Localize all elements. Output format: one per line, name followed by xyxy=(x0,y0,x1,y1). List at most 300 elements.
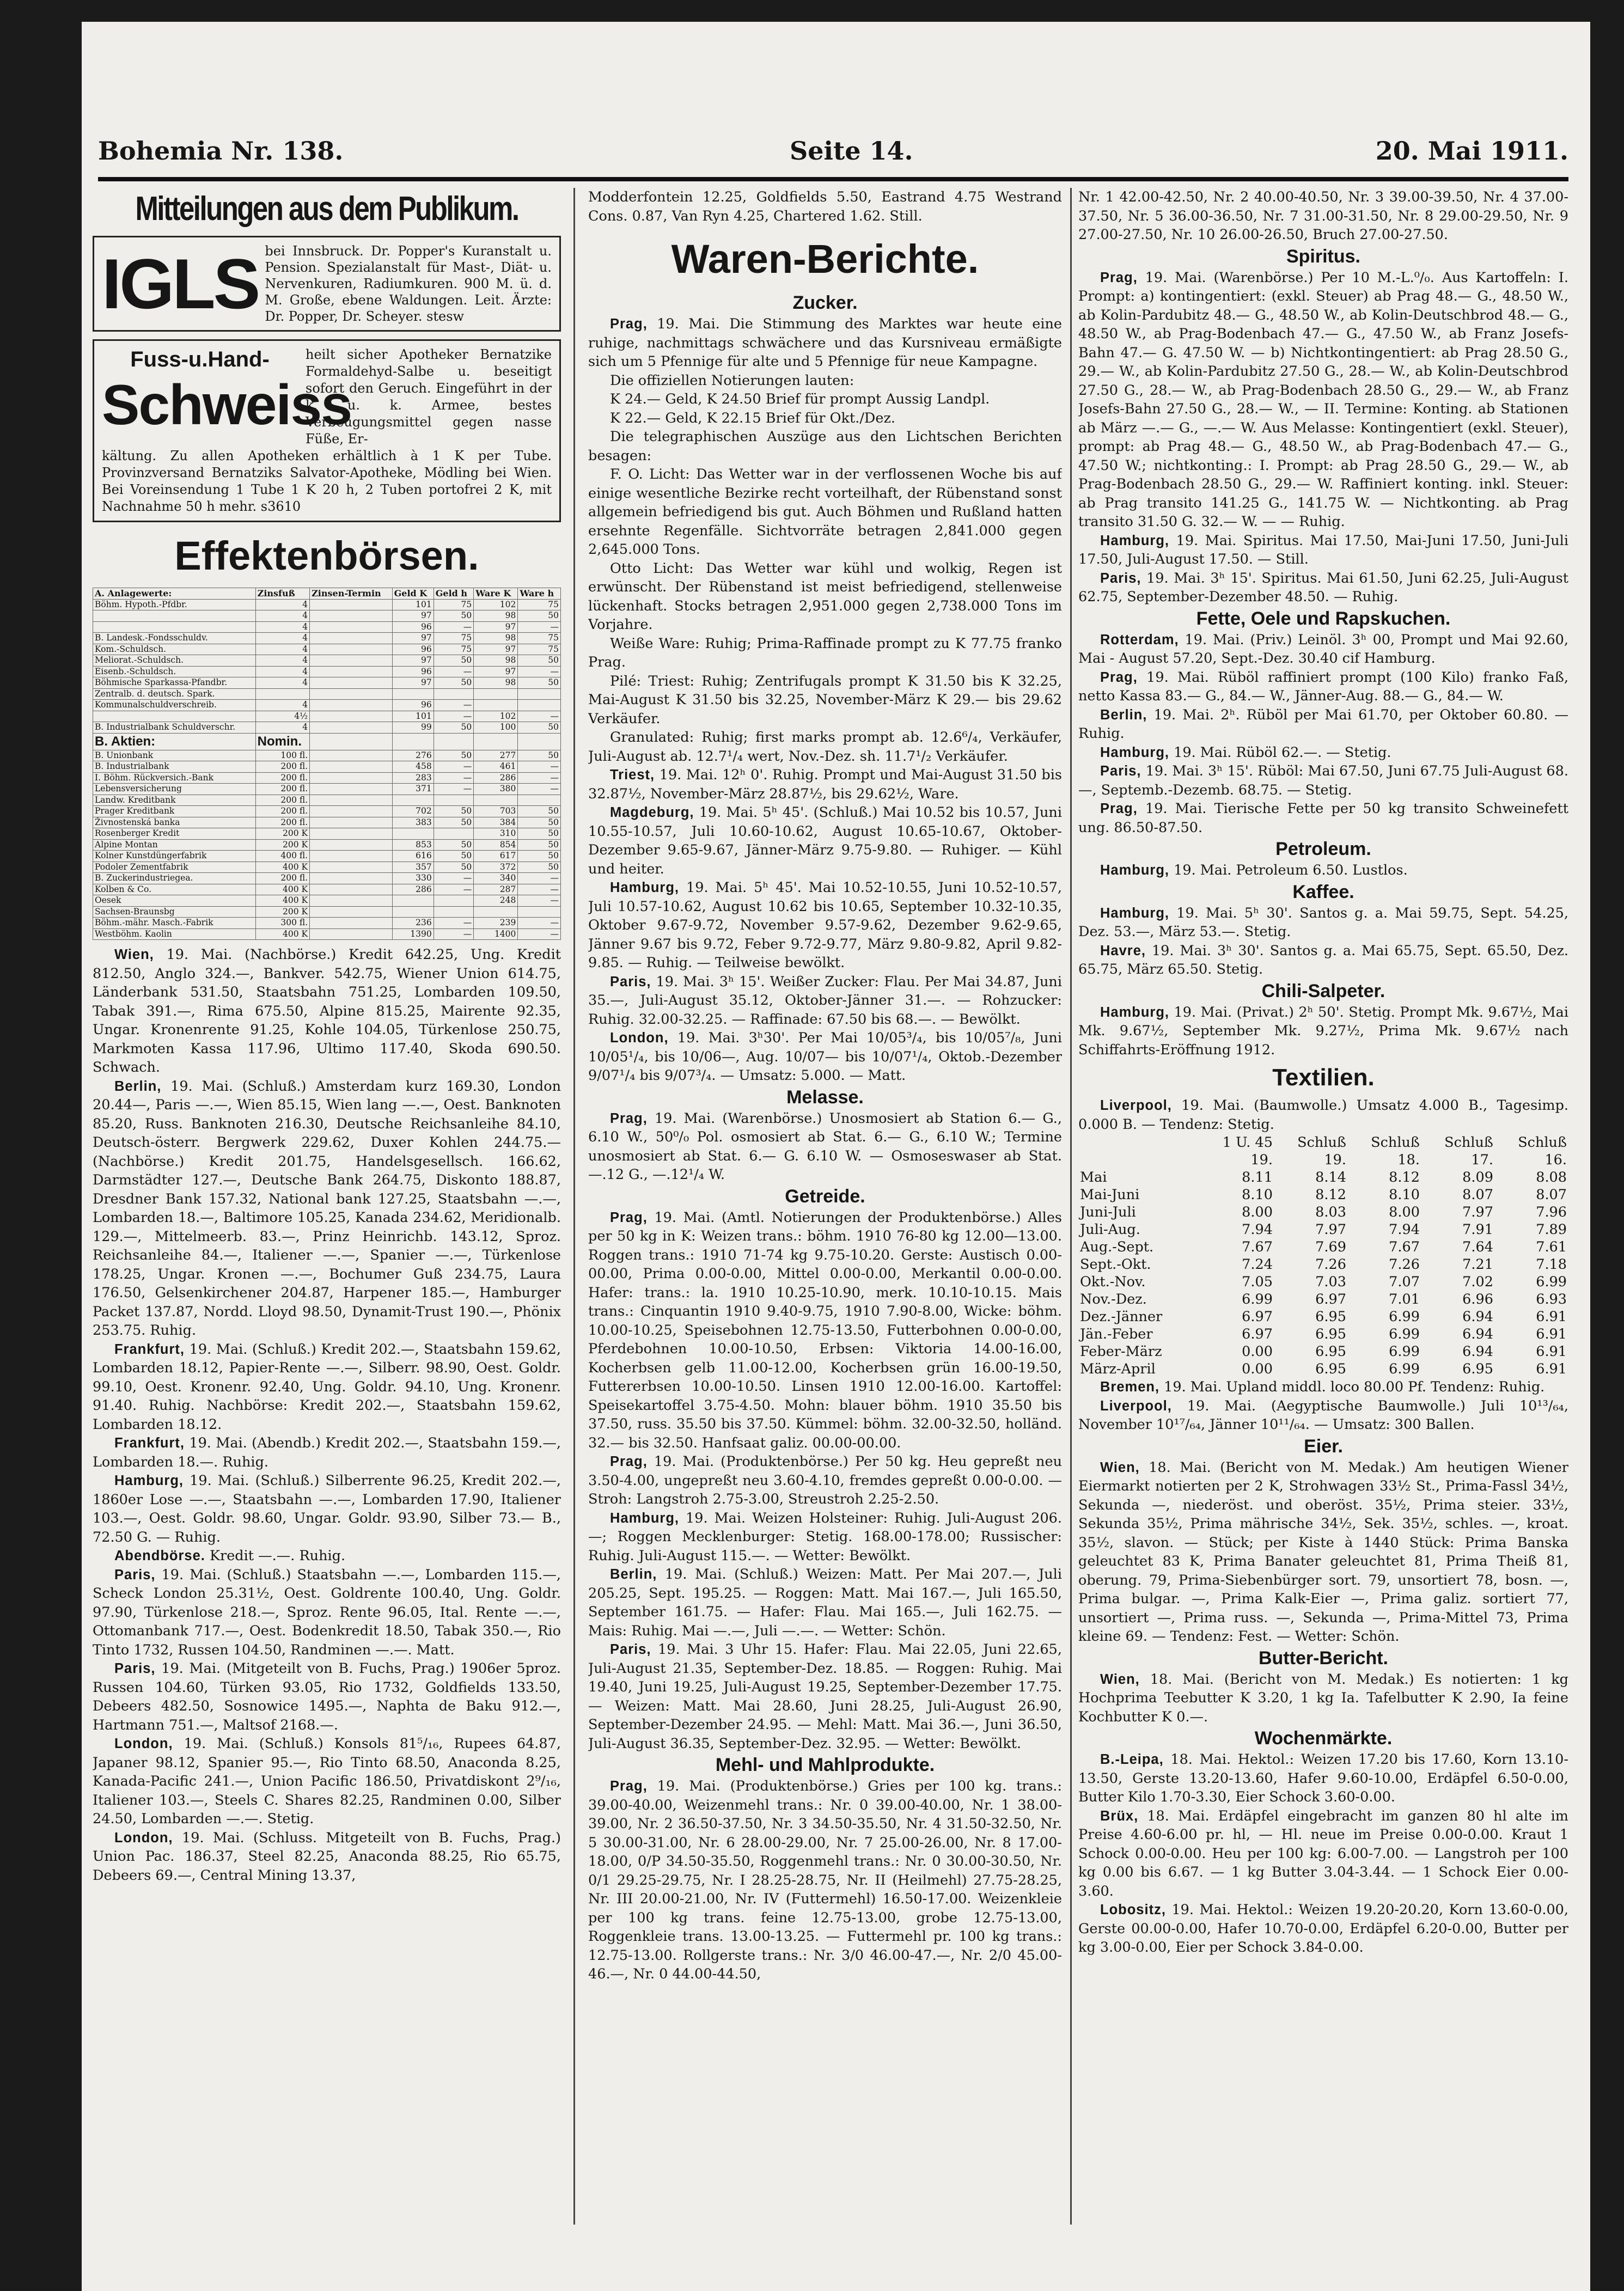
table-cell xyxy=(310,784,393,795)
report-text: 19. Mai. Die Stimmung des Marktes war heute eine ruhige, nachmittags schwächere und das Kursniveau ermäßigte sich um 5 Pfennige für alte und 5 Pfennige für neue Kampagne. xyxy=(588,316,1062,370)
table-cell: 7.61 xyxy=(1536,1239,1567,1255)
table-cell: — xyxy=(434,711,474,722)
table-cell: 6.97 xyxy=(1242,1326,1273,1342)
table-cell: 97 xyxy=(474,621,518,633)
effekten-header-row xyxy=(93,588,561,600)
table-cell: 371 xyxy=(392,784,434,795)
report-place: Prag, xyxy=(1100,801,1138,816)
ad-schweiss-top: Fuss-u.Hand- xyxy=(130,347,270,371)
table-cell: — xyxy=(434,700,474,711)
report-paragraph xyxy=(1078,1003,1568,1060)
table-cell: 283 xyxy=(392,772,434,784)
table-cell: 7.24 xyxy=(1242,1256,1273,1273)
table-cell: 200 fl. xyxy=(255,795,309,806)
table-cell xyxy=(93,610,256,622)
table-cell: 6.95 xyxy=(1315,1326,1346,1342)
table-cell: 702 xyxy=(392,806,434,817)
table-cell xyxy=(434,795,474,806)
report-paragraph xyxy=(1078,942,1568,979)
report-place: Triest, xyxy=(610,767,655,783)
table-cell: — xyxy=(518,761,561,773)
table-cell xyxy=(392,906,434,918)
section-title-mitteilungen: Mitteilungen aus dem Publikum. xyxy=(135,190,518,228)
table-cell: — xyxy=(518,784,561,795)
table-cell: 7.26 xyxy=(1315,1256,1346,1273)
report-paragraph xyxy=(1078,268,1568,531)
table-row xyxy=(1078,1203,1568,1221)
ad-schweiss-bottom: kältung. Zu allen Apotheken erhältlich à 1 K per Tube. Provinzversand Bernatziks Salvator-Apotheke, Mödling bei Wien. Bei Voreinsendung 1 Tube 1 K 20 h, 2 Tuben portofrei 2 K, mit Nachnahme 50 h mehr. s3610 xyxy=(102,448,552,514)
table-cell: 8.03 xyxy=(1315,1204,1346,1220)
report-paragraph xyxy=(93,1659,561,1734)
table-cell: 7.64 xyxy=(1462,1239,1493,1255)
report-text: 19. Mai. (Aegyptische Baumwolle.) Juli 10¹³/₆₄, November 10¹⁷/₆₄, Jänner 10¹¹/₆₄. — Umsatz: 300 Ballen. xyxy=(1078,1397,1568,1433)
report-paragraph xyxy=(588,1565,1062,1640)
table-cell xyxy=(310,928,393,940)
report-place: Paris, xyxy=(1100,763,1141,779)
zucker-reports xyxy=(588,315,1062,1085)
heading-mehl: Mehl- und Mahlprodukte. xyxy=(715,1755,935,1775)
report-place: Hamburg, xyxy=(114,1473,184,1488)
report-paragraph xyxy=(1078,904,1568,942)
table-cell: 8.07 xyxy=(1462,1187,1493,1203)
table-row xyxy=(93,873,561,884)
kaffee-reports xyxy=(1078,904,1568,979)
table-cell: B. Landesk.-Fondsschuldv. xyxy=(93,633,256,644)
table-row xyxy=(93,806,561,817)
table-cell: 8.00 xyxy=(1389,1204,1420,1220)
ad-igls-title: IGLS xyxy=(102,244,259,323)
table-cell: 98 xyxy=(474,677,518,689)
heading-spiritus: Spiritus. xyxy=(1286,246,1361,267)
table-row xyxy=(93,700,561,711)
baumwolle-header-row xyxy=(1078,1134,1568,1151)
header-left: Bohemia Nr. 138. xyxy=(98,136,344,166)
table-cell: Mai-Juni xyxy=(1080,1187,1140,1203)
table-row xyxy=(93,884,561,895)
report-paragraph xyxy=(1078,762,1568,799)
report-text: 19. Mai. 3 Uhr 15. Hafer: Flau. Mai 22.05, Juni 22.65, Juli-August 21.35, September-Dez. 18.85. — Roggen: Ruhig. Mai 19.40, Juni 19.25, Juli-August 19.25, September-Dezember 17.75. — Weizen: Matt. Mai 28.60, Juni 28.25, Juli-August 26.90, September-Dezember 24.95. — Mehl: Matt. Mai 36.—, Juni 36.50, Juli-August 36.35, September-Dez. 32.95. — Wetter: Bewölkt. xyxy=(588,1641,1062,1752)
baumwolle-table xyxy=(1078,1134,1568,1378)
table-cell: 0.00 xyxy=(1242,1361,1273,1377)
report-text: 19. Mai. (Privat.) 2ʰ 50'. Stetig. Prompt Mk. 9.67½, Mai Mk. 9.67½, September Mk. 9.27½, Prima Mk. 9.67½ nach Schiffahrts-Eröffnung 1912. xyxy=(1078,1004,1568,1058)
textil-intro xyxy=(1078,1096,1568,1134)
report-text: 19. Mai. (Warenbörse.) Unosmosiert ab Station 6.— G., 6.10 W., 50⁰/₀ Pol. osmosiert ab Stat. 6.— G., 6.10 W.; Termine unosmosiert ab Stat. 6.— G. 6.10 W. — Osmoseswaser ab Stat. —.12 G., —.12¹/₄ W. xyxy=(588,1110,1062,1183)
table-cell xyxy=(310,700,393,711)
heading-melasse: Melasse. xyxy=(786,1086,864,1108)
table-cell: 310 xyxy=(474,828,518,840)
table-row xyxy=(93,828,561,840)
table-cell: 458 xyxy=(392,761,434,773)
report-place: Hamburg, xyxy=(610,1510,680,1526)
ad-schweiss-right: heilt sicher Apotheker Bernatzike Formaldehyd-Salbe u. beseitigt sofort den Geruch. Eingeführt in der k. u. k. Armee, bestes Verbeugungsmittel gegen nasse Füße, Er- xyxy=(306,347,552,447)
table-cell: Westböhm. Kaolin xyxy=(93,928,256,940)
table-cell xyxy=(310,862,393,873)
report-paragraph xyxy=(93,1434,561,1471)
report-place: Hamburg, xyxy=(610,880,680,895)
table-cell xyxy=(310,761,393,773)
table-row xyxy=(1078,1186,1568,1203)
section-title-effekten: Effektenbörsen. xyxy=(174,533,479,578)
report-text: 19. Mai. Upland middl. loco 80.00 Pf. Tendenz: Ruhig. xyxy=(1159,1379,1545,1395)
table-cell: 200 K xyxy=(255,839,309,851)
table-cell: Nov.-Dez. xyxy=(1080,1291,1147,1308)
table-row xyxy=(93,928,561,940)
table-cell: 8.07 xyxy=(1536,1187,1567,1203)
table-cell: 617 xyxy=(474,851,518,862)
table-cell: Kolben & Co. xyxy=(93,884,256,895)
report-place: Rotterdam, xyxy=(1100,632,1179,647)
report-text: 19. Mai. 2ʰ. Rüböl per Mai 61.70, per Oktober 60.80. — Ruhig. xyxy=(1078,706,1568,742)
table-cell: 96 xyxy=(392,644,434,655)
table-cell: 4 xyxy=(255,610,309,622)
table-cell xyxy=(93,621,256,633)
report-text: 19. Mai. (Amtl. Notierungen der Produktenbörse.) Alles per 50 kg in K: Weizen trans.: böhm. 1910 76-80 kg 12.00—13.00. Roggen trans.: 1910 71-74 kg 9.75-10.20. Gerste: Austisch 0.00-00.00, Prima 0.00-0.00, Mittel 0.00-0.00, Merkantil 0.00-0.00. Hafer: trans.: la. 1910 10.25-10.90, merk. 10.10-10.15. Mais trans.: Cinquantin 1910 9.40-9.75, 1910 7.90-8.00, Wicke: böhm. 10.00-10.25, Speisebohnen 12.75-13.50, Futterbohnen 0.00-0.00, Pferdebohnen 10.00-10.50, Erbsen: Viktoria 14.00-16.00, Kocherbsen gelb 11.00-12.00, Kocherbsen grün 16.00-19.50, Futtererbsen 10.00-10.50. Linsen 1910 12.00-16.00. Kartoffel: Speisekartoffel 3.75-4.50. Mohn: blauer böhm. 1910 35.50 bis 37.50, russ. 35.50 bis 37.50. Kümmel: böhm. 32.00-32.50, holländ. 32.— bis 32.50. Hanfsaat galiz. 00.00-00.00. xyxy=(588,1209,1062,1451)
report-place: Brüx, xyxy=(1100,1808,1139,1824)
table-cell: 6.95 xyxy=(1315,1343,1346,1360)
table-cell: 16. xyxy=(1544,1152,1567,1168)
report-paragraph xyxy=(588,1109,1062,1184)
table-cell: 853 xyxy=(392,839,434,851)
table-row xyxy=(93,851,561,862)
table-cell: Schluß xyxy=(1297,1134,1346,1151)
table-cell: Zinsen-Termin xyxy=(310,588,393,600)
table-cell: — xyxy=(434,784,474,795)
table-cell: 384 xyxy=(474,817,518,828)
report-paragraph xyxy=(1078,1378,1568,1397)
table-cell: Eisenb.-Schuldsch. xyxy=(93,666,256,677)
table-cell: 6.94 xyxy=(1462,1309,1493,1325)
report-place: Hamburg, xyxy=(1100,905,1170,921)
report-text: 18. Mai. Hektol.: Weizen 17.20 bis 17.60, Korn 13.10-13.50, Gerste 13.20-13.60, Hafer 9.60-10.00, Erdäpfel 6.50-0.00, Butter Kilo 1.70-3.30, Eier Schock 3.60-0.00. xyxy=(1078,1751,1568,1805)
report-text: 19. Mai. (Schluss. Mitgeteilt von B. Fuchs, Prag.) Union Pac. 186.37, Steel 82.25, Anaconda 88.25, Rio 65.75, Debeers 69.—, Central Mining 13.37, xyxy=(93,1829,561,1884)
report-text: 19. Mai. Hektol.: Weizen 19.20-20.20, Korn 13.60-0.00, Gerste 00.00-0.00, Hafer 10.70-0.00, Erdäpfel 6.20-0.00, Butter per kg 3.00-0.00, Eier per Schock 3.84-0.00. xyxy=(1078,1902,1568,1956)
table-cell: Kommunalschuldverschreib. xyxy=(93,700,256,711)
report-paragraph xyxy=(93,1566,561,1660)
table-cell xyxy=(1078,1134,1199,1151)
report-paragraph xyxy=(588,315,1062,371)
table-cell: Kom.-Schuldsch. xyxy=(93,644,256,655)
table-cell: 6.99 xyxy=(1242,1291,1273,1308)
report-text: 19. Mai. (Schluß.) Kredit 202.—, Staatsbahn 159.62, Lombarden 18.12, Papier-Rente —.—, Silberr. 98.90, Oest. Goldr. 99.10, Oest. Kronenr. 92.40, Ung. Goldr. 94.10, Ung. Kronenr. 91.40. Ruhig. Nachbörse: Kredit 202.—, Staatsbahn 159.62, Lombarden 18.12. xyxy=(93,1341,561,1433)
report-place: Paris, xyxy=(1100,570,1141,586)
table-cell: B. Industrialbank xyxy=(93,761,256,773)
table-cell xyxy=(310,666,393,677)
report-text: 19. Mai. (Nachbörse.) Kredit 642.25, Ung. Kredit 812.50, Anglo 324.—, Bankver. 542.75, Wiener Union 614.75, Länderbank 531.50, Staatsbahn 751.25, Lombarden 109.50, Tabak 391.—, Rima 675.50, Alpine 815.25, Mairente 92.35, Ungar. Kronenrente 91.25, Kohle 104.05, Türkenlose 250.75, Markmoten Kassa 117.96, Ultimo 117.40, Skoda 690.50. Schwach. xyxy=(93,946,561,1076)
table-cell xyxy=(310,621,393,633)
table-row xyxy=(93,655,561,667)
report-place: Lobositz, xyxy=(1100,1902,1166,1917)
report-place: Wien, xyxy=(1100,1671,1140,1687)
table-cell xyxy=(434,828,474,840)
table-cell: 330 xyxy=(392,873,434,884)
table-cell: Ware h xyxy=(518,588,561,600)
report-text: 19. Mai. Rüböl raffiniert prompt (100 Kilo) franko Faß, netto Kassa 83.— G., 84.— W., Jänner-Aug. 88.— G., 84.— W. xyxy=(1078,669,1568,704)
effekten-section-b xyxy=(93,733,561,750)
table-cell: 75 xyxy=(518,599,561,610)
report-place: Prag, xyxy=(610,1209,648,1225)
header-rule xyxy=(98,177,1568,181)
header-right: 20. Mai 1911. xyxy=(1375,136,1568,166)
table-cell xyxy=(310,610,393,622)
table-cell: 98 xyxy=(474,655,518,667)
report-paragraph xyxy=(588,634,1062,672)
report-text: 19. Mai. (Schluß.) Amsterdam kurz 169.30, London 20.44—, Paris —.—, Wien 85.15, Wien lang —.—, Oest. Banknoten 85.20, Russ. Banknoten 216.30, Deutsche Reichsanleihe 84.10, Deutsch-österr. Bergwerk 229.62, Duxer Kohlen 244.75.—(Nachbörse.) Kredit 201.75, Handelsgesellsch. 166.62, Darmstädter 127.—, Deutsche Bank 264.75, Diskonto 188.87, Dresdner Bank 157.32, National bank 127.25, Staatsbahn —.—, Lombarden 18.—, Baltimore 105.25, Kanada 234.62, Meridionalb. 129.—, Mittelmeerb. 83.—, Prinz Heinrichb. 143.12, Sproz. Reichsanleihe 84.—, Italiener —.—, Spanier —.—, Türkenlose 178.25, Ungar. Kronen —.—, Bochumer Guß 234.75, Laura 176.50, Gelsenkirchener 204.87, Harpener 185.—, Hamburger Packet 137.87, Nordd. Lloyd 98.50, Dynamit-Trust 190.—, Phönix 253.75. Ruhig. xyxy=(93,1078,561,1339)
table-cell: 1390 xyxy=(392,928,434,940)
table-cell: Oesek xyxy=(93,895,256,907)
table-cell: Aug.-Sept. xyxy=(1080,1239,1154,1255)
report-paragraph xyxy=(588,371,1062,390)
table-cell: 50 xyxy=(434,610,474,622)
table-cell: 50 xyxy=(518,722,561,734)
table-cell: 4½ xyxy=(255,711,309,722)
table-cell: 4 xyxy=(255,700,309,711)
table-cell: 6.97 xyxy=(1242,1309,1273,1325)
table-cell: — xyxy=(518,873,561,884)
table-cell: 7.01 xyxy=(1389,1291,1420,1308)
table-cell: 50 xyxy=(434,839,474,851)
table-cell: 50 xyxy=(518,817,561,828)
table-cell: 7.96 xyxy=(1536,1204,1567,1220)
table-row xyxy=(1078,1256,1568,1273)
table-cell: 7.05 xyxy=(1242,1274,1273,1290)
table-row xyxy=(1078,1308,1568,1325)
report-paragraph xyxy=(93,1077,561,1340)
table-row xyxy=(93,795,561,806)
table-cell xyxy=(518,700,561,711)
table-cell: 616 xyxy=(392,851,434,862)
table-cell xyxy=(474,906,518,918)
table-cell: 8.12 xyxy=(1389,1169,1420,1186)
table-cell: 50 xyxy=(434,655,474,667)
ad-igls-text: bei Innsbruck. Dr. Popper's Kuranstalt u. Pension. Spezialanstalt für Mast-, Diät- u. Nervenkuren, Radiumkuren. 900 M. ü. d. M. Große, ebene Waldungen. Leit. Ärzte: Dr. Popper, Dr. Scheyer. stesw xyxy=(265,243,552,324)
report-paragraph xyxy=(1078,668,1568,706)
heading-zucker: Zucker. xyxy=(792,292,858,313)
table-cell: Landw. Kreditbank xyxy=(93,795,256,806)
col3-intro: Nr. 1 42.00-42.50, Nr. 2 40.00-40.50, Nr. 3 39.00-39.50, Nr. 4 37.00-37.50, Nr. 5 36.00-36.50, Nr. 7 31.00-31.50, Nr. 8 29.00-29.50, Nr. 9 27.00-27.50, Nr. 10 26.00-26.50, Bruch 27.00-27.50. xyxy=(1078,189,1568,243)
table-cell: 286 xyxy=(474,772,518,784)
table-cell: 18. xyxy=(1397,1152,1420,1168)
heading-getreide: Getreide. xyxy=(785,1186,865,1207)
ad-schweiss xyxy=(93,339,561,522)
report-text: 19. Mai. Tierische Fette per 50 kg transito Schweinefett ung. 86.50-87.50. xyxy=(1078,801,1568,836)
table-cell: 6.99 xyxy=(1389,1326,1420,1342)
table-cell: 8.09 xyxy=(1462,1169,1493,1186)
table-cell: Mai xyxy=(1080,1169,1107,1186)
report-paragraph xyxy=(588,559,1062,634)
report-text: 19. Mai. 5ʰ 45'. Mai 10.52-10.55, Juni 10.52-10.57, Juli 10.57-10.62, August 10.62 bis 10.65, September 10.32-10.35, Oktober 9.67-9.72, November 9.57-9.62, Dezember 9.62-9.65, Jänner 9.67 bis 9.72, Feber 9.72-9.77, März 9.80-9.82, April 9.82-9.85. — Ruhig. — Teilweise bewölkt. xyxy=(588,879,1062,971)
report-paragraph xyxy=(588,878,1062,973)
table-cell: Meliorat.-Schuldsch. xyxy=(93,655,256,667)
table-cell: 383 xyxy=(392,817,434,828)
table-cell: 50 xyxy=(434,862,474,873)
table-row xyxy=(93,862,561,873)
table-row xyxy=(1078,1343,1568,1360)
report-paragraph xyxy=(588,1640,1062,1753)
effekten-b-title: B. Aktien: xyxy=(93,733,256,750)
ad-igls xyxy=(93,236,561,332)
table-cell: Zentralb. d. deutsch. Spark. xyxy=(93,688,256,700)
table-cell: 75 xyxy=(518,644,561,655)
table-cell: 98 xyxy=(474,633,518,644)
table-cell: 8.10 xyxy=(1242,1187,1273,1203)
table-cell: 7.89 xyxy=(1536,1221,1567,1238)
table-cell: Geld h xyxy=(434,588,474,600)
table-cell xyxy=(310,873,393,884)
textil-reports xyxy=(1078,1378,1568,1434)
heading-kaffee: Kaffee. xyxy=(1292,881,1354,902)
table-cell xyxy=(310,599,393,610)
report-place: Hamburg, xyxy=(1100,744,1170,760)
effekten-body-a xyxy=(93,599,561,733)
table-cell: — xyxy=(518,621,561,633)
table-row xyxy=(1078,1238,1568,1256)
table-cell: Böhm. Hypoth.-Pfdbr. xyxy=(93,599,256,610)
table-cell: 276 xyxy=(392,750,434,761)
table-row xyxy=(93,839,561,851)
table-cell: 6.97 xyxy=(1315,1291,1346,1308)
col2-intro: Modderfontein 12.25, Goldfields 5.50, Eastrand 4.75 Westrand Cons. 0.87, Van Ryn 4.25, Chartered 1.62. Still. xyxy=(588,189,1062,224)
table-cell: 50 xyxy=(518,610,561,622)
report-place: Bremen, xyxy=(1100,1379,1160,1395)
table-cell: 99 xyxy=(392,722,434,734)
table-cell: 357 xyxy=(392,862,434,873)
table-cell: 7.21 xyxy=(1462,1256,1493,1273)
chili-report xyxy=(1078,1003,1568,1060)
table-cell: 6.95 xyxy=(1315,1309,1346,1325)
table-cell: Prager Kreditbank xyxy=(93,806,256,817)
table-row xyxy=(93,784,561,795)
table-cell xyxy=(310,906,393,918)
table-cell: 7.07 xyxy=(1389,1274,1420,1290)
table-cell: Lebensversicherung xyxy=(93,784,256,795)
table-cell: 4 xyxy=(255,666,309,677)
table-cell: 6.94 xyxy=(1462,1326,1493,1342)
table-cell: 7.91 xyxy=(1462,1221,1493,1238)
report-text: 18. Mai. (Bericht von M. Medak.) Am heutigen Wiener Eiermarkt notierten per 2 K, Strohwagen 33½ St., Prima-Fassl 34½, Sekunda —, niederöst. und oberöst. 35½, Prima steier. 33½, Sekunda 35½, Prima mährische 34½, Sek. 35½, schles. —, kroat. 35½, slavon. — Stück; per Kiste à 1440 Stück: Prima Banska geleuchtet 83 K, Prima Banater geleuchtet 81, Prima Theiß 81, oberung. 79, Prima-Siebenbürger sort. 79, unsortiert 78, bosn. —, Prima bulgar. —, Prima Kalk-Eier —, Prima galiz. sortiert 77, unsortiert —, Prima russ. —, Sekunda —, Prima-Mittel 73, Prima kleine 69. — Tendenz: Fest. — Wetter: Schön. xyxy=(1078,1459,1568,1645)
table-cell: — xyxy=(434,621,474,633)
report-place: Hamburg, xyxy=(1100,863,1170,878)
report-place: Berlin, xyxy=(610,1567,657,1582)
table-cell: 6.96 xyxy=(1462,1291,1493,1308)
mehl-report xyxy=(588,1777,1062,1984)
table-cell: I. Böhm. Rückversich.-Bank xyxy=(93,772,256,784)
table-cell: 100 fl. xyxy=(255,750,309,761)
table-cell xyxy=(434,895,474,907)
table-cell: Schluß xyxy=(1444,1134,1493,1151)
table-cell: 300 fl. xyxy=(255,918,309,929)
melasse-report xyxy=(588,1109,1062,1184)
table-cell: 6.93 xyxy=(1536,1291,1567,1308)
report-text: 19. Mai. 3ʰ 15'. Spiritus. Mai 61.50, Juni 62.25, Juli-August 62.75, September-Dezember 48.50. — Ruhig. xyxy=(1078,570,1568,605)
table-cell: — xyxy=(518,918,561,929)
table-cell: 703 xyxy=(474,806,518,817)
report-place: Prag, xyxy=(610,316,648,332)
fette-reports xyxy=(1078,631,1568,838)
table-cell: 50 xyxy=(434,677,474,689)
table-cell: März-April xyxy=(1080,1361,1156,1377)
heading-fette: Fette, Oele und Rapskuchen. xyxy=(1196,608,1451,629)
table-cell: 4 xyxy=(255,655,309,667)
effekten-b-nomin: Nomin. xyxy=(255,733,309,750)
table-cell: 97 xyxy=(392,677,434,689)
heading-eier: Eier. xyxy=(1304,1435,1343,1457)
table-cell: Jän.-Feber xyxy=(1080,1326,1153,1342)
table-cell: 4 xyxy=(255,633,309,644)
heading-textilien: Textilien. xyxy=(1272,1064,1375,1091)
table-cell: 200 K xyxy=(255,906,309,918)
report-text: 19. Mai. (Warenbörse.) Per 10 M.-L.⁰/₀. Aus Kartoffeln: I. Prompt: a) kontingentiert: (exkl. Steuer) ab Prag 48.— G., 48.50 W., ab Kolin-Pardubitz 48.— G., 48.50 W., ab Kolin-Deutschbrod 48.— G., 48.50 W., ab Prag-Bodenbach 47.— G., 47.50 W., ab Franz Josefs-Bahn 47.— G. 47.50 W. — b) Nichtkontingentiert: ab Prag 28.50 G., 29.— W., ab Kolin-Pardubitz 27.50 G., 28.— W., ab Kolin-Deutschbrod 27.50 G., 28.— W., ab Prag-Bodenbach 28.50 G., 29.— W., ab Franz Josefs-Bahn 27.50 G., 28.— W., — II. Termine: Konting. ab Stationen ab März —.— G., —.— W. Aus Melasse: Kontingentiert (exkl. Steuer), prompt: ab Prag 48.— G., 48.50 W., ab Prag-Bodenbach 47.— G., 47.50 W.; nichtkonting.: I. Prompt: ab Prag 28.50 G., 29.— W., ab Prag-Bodenbach 28.50 G., 29.— W. Raffiniert konting. inkl. Steuer: ab Prag transito 141.25 G., 141.75 W. — Nichtkonting. ab Prag transito 31.50 G. 32.— W. — — Ruhig. xyxy=(1078,269,1568,530)
table-cell: 50 xyxy=(518,750,561,761)
table-cell: 97 xyxy=(392,633,434,644)
table-row xyxy=(1078,1360,1568,1378)
table-cell: 6.91 xyxy=(1536,1361,1567,1377)
table-cell: — xyxy=(434,873,474,884)
report-place: Wien, xyxy=(1100,1459,1140,1475)
table-cell xyxy=(255,688,309,700)
table-row xyxy=(93,644,561,655)
table-cell: — xyxy=(518,884,561,895)
table-cell: Böhm.-mähr. Masch.-Fabrik xyxy=(93,918,256,929)
table-cell: Juni-Juli xyxy=(1080,1204,1136,1220)
table-cell: B. Industrialbank Schuldverschr. xyxy=(93,722,256,734)
report-paragraph xyxy=(588,390,1062,409)
table-cell: 8.12 xyxy=(1315,1187,1346,1203)
report-text: 18. Mai. Erdäpfel eingebracht im ganzen 80 hl alte im Preise 4.60-6.00 pr. hl, — Hl. neue im Preise 0.00-0.00. Kraut 1 Schock 0.00-0.00. Heu per 100 kg: 6.00-7.00. — Langstroh per 100 kg 0.00 bis 6.67. — 1 kg Butter 3.04-3.44. — 1 Schock Eier 0.00-3.60. xyxy=(1078,1807,1568,1899)
table-cell: 6.95 xyxy=(1462,1361,1493,1377)
report-paragraph xyxy=(588,1509,1062,1566)
report-paragraph xyxy=(588,728,1062,766)
table-cell: 102 xyxy=(474,599,518,610)
report-text: 19. Mai. (Schluß.) Konsols 81⁵/₁₆, Rupees 64.87, Japaner 98.12, Spanier 95.—, Rio Tinto 68.50, Anaconda 8.25, Kanada-Pacific 241.—, Union Pacific 186.50, Privatdiskont 2⁹/₁₆, Italiener 103.—, Steels C. Shares 82.25, Randminen 0.00, Silber 24.50, Lombarden —.—. Stetig. xyxy=(93,1736,561,1827)
table-cell: 6.99 xyxy=(1389,1361,1420,1377)
table-row xyxy=(93,772,561,784)
report-place: Liverpool, xyxy=(1100,1398,1172,1414)
report-paragraph xyxy=(1078,1458,1568,1646)
report-place: Prag, xyxy=(610,1110,648,1126)
table-row xyxy=(93,711,561,722)
table-cell xyxy=(392,795,434,806)
table-cell: — xyxy=(434,666,474,677)
report-paragraph xyxy=(1078,1670,1568,1727)
table-cell: Schluß xyxy=(1518,1134,1567,1151)
table-cell xyxy=(434,688,474,700)
table-cell: 50 xyxy=(434,806,474,817)
table-cell xyxy=(310,750,393,761)
table-cell: B. Zuckerindustriegea. xyxy=(93,873,256,884)
table-row xyxy=(1078,1291,1568,1308)
table-cell: 4 xyxy=(255,599,309,610)
table-cell: 248 xyxy=(474,895,518,907)
spiritus-reports xyxy=(1078,268,1568,607)
report-paragraph xyxy=(588,465,1062,559)
table-cell: 96 xyxy=(392,700,434,711)
table-cell: 200 fl. xyxy=(255,784,309,795)
table-cell: 7.67 xyxy=(1389,1239,1420,1255)
header-center: Seite 14. xyxy=(790,136,913,166)
report-text: 19. Mai. (Schluß.) Silberrente 96.25, Kredit 202.—, 1860er Lose —.—, Staatsbahn —.—, Lombarden 17.90, Italiener 103.—, Oest. Goldr. 98.60, Ungar. Goldr. 93.90, Silber 73.— B., 72.50 G. — Ruhig. xyxy=(93,1473,561,1545)
report-text: 19. Mai. 5ʰ 45'. (Schluß.) Mai 10.52 bis 10.57, Juni 10.55-10.57, Juli 10.60-10.62, August 10.65-10.67, Oktober-Dezember 9.65-9.67, Jänner-März 9.75-9.80. — Ruhiger. — Kühl und heiter. xyxy=(588,804,1062,877)
table-cell xyxy=(310,795,393,806)
report-text: Kredit —.—. Ruhig. xyxy=(205,1548,346,1564)
report-place: London, xyxy=(114,1736,173,1751)
effekten-table xyxy=(93,588,561,940)
table-cell xyxy=(310,851,393,862)
getreide-reports xyxy=(588,1208,1062,1754)
report-paragraph xyxy=(1078,1901,1568,1957)
table-cell: 400 K xyxy=(255,884,309,895)
table-cell xyxy=(310,722,393,734)
table-cell: 6.94 xyxy=(1462,1343,1493,1360)
